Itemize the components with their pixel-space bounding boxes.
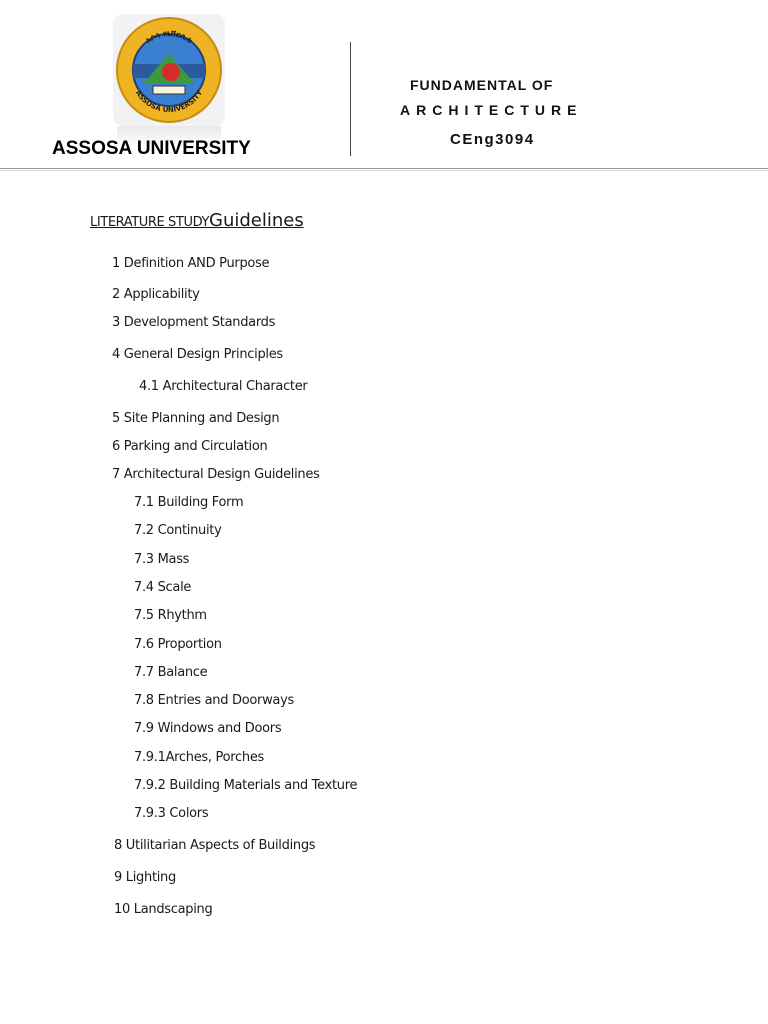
- toc-item: 7.3 Mass: [134, 552, 190, 567]
- toc-item: 7.5 Rhythm: [134, 608, 207, 623]
- toc-item: 7.4 Scale: [134, 580, 192, 595]
- toc-item: 7.9 Windows and Doors: [134, 721, 282, 736]
- toc-item: 5 Site Planning and Design: [112, 411, 280, 426]
- toc-item: 7.8 Entries and Doorways: [134, 693, 294, 708]
- university-logo: [113, 14, 227, 138]
- header-divider: [0, 168, 768, 169]
- toc-item: 7.9.1Arches, Porches: [134, 750, 264, 765]
- toc-item: 7.7 Balance: [134, 665, 208, 680]
- toc-item: 2 Applicability: [112, 287, 200, 302]
- header-divider-shadow: [0, 170, 768, 171]
- logo-text: ASSOSA UNIVERSITY: [133, 88, 205, 115]
- toc-item: 7.9.3 Colors: [134, 806, 209, 821]
- university-name: ASSOSA UNIVERSITY: [52, 138, 251, 159]
- heading-part-1: LITERATURE STUDY: [90, 215, 210, 230]
- heading-part-2: Guidelines: [209, 210, 304, 231]
- toc-item: 7 Architectural Design Guidelines: [112, 467, 320, 482]
- toc-item: 1 Definition AND Purpose: [112, 256, 270, 271]
- toc-item: 7.9.2 Building Materials and Texture: [134, 778, 358, 793]
- toc-item: 7.1 Building Form: [134, 495, 244, 510]
- university-seal-icon: [113, 14, 225, 126]
- vertical-divider: [350, 42, 351, 156]
- logo-script-text: አሶሳ ዩኒቨርሲቲ: [143, 29, 195, 45]
- toc-item: 4.1 Architectural Character: [139, 379, 308, 394]
- toc-item: 7.6 Proportion: [134, 637, 222, 652]
- toc-item: 3 Development Standards: [112, 315, 276, 330]
- section-heading: [90, 210, 304, 231]
- course-title-line-1: FUNDAMENTAL OF: [410, 77, 554, 93]
- course-title-line-2: ARCHITECTURE: [400, 102, 583, 118]
- toc-item: 8 Utilitarian Aspects of Buildings: [114, 838, 316, 853]
- course-code: CEng3094: [450, 131, 535, 148]
- toc-item: 4 General Design Principles: [112, 347, 283, 362]
- toc-item: 9 Lighting: [114, 870, 176, 885]
- toc-item: 7.2 Continuity: [134, 523, 222, 538]
- toc-item: 6 Parking and Circulation: [112, 439, 268, 454]
- toc-item: 10 Landscaping: [114, 902, 213, 917]
